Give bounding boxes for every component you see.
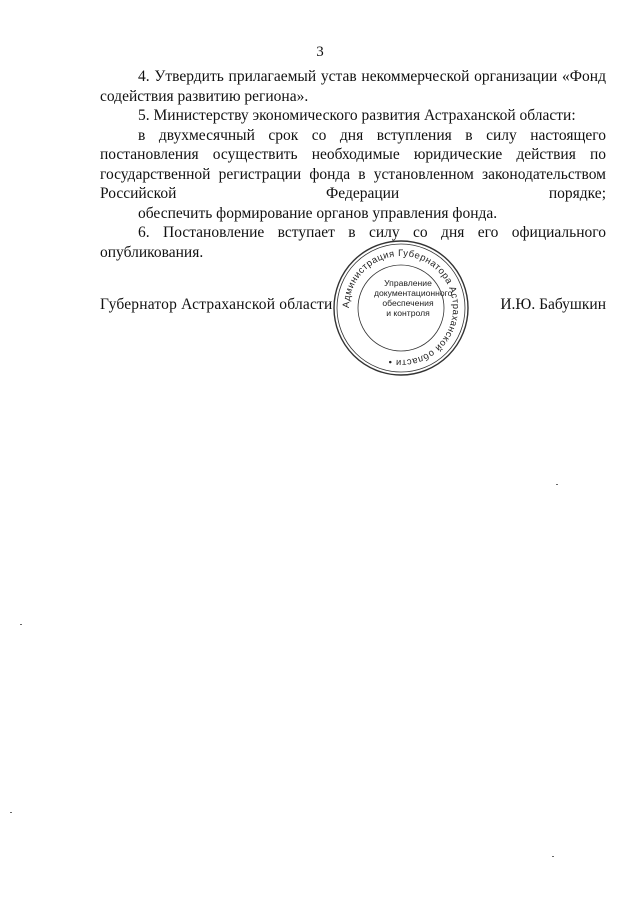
paragraph-5-item-registration: в двухмесячный срок со дня вступления в силу настоящего постановления осуществить необходимые юридические действия по государственной регистрации фонда в установленном законодательством Российской Федерации порядке; [100, 126, 606, 202]
seal-center-line: и контроля [386, 308, 430, 318]
seal-center-text [374, 278, 453, 318]
svg-text:Администрация Губернатора Астр: Администрация Губернатора Астраханской области • [339, 246, 463, 370]
paragraph-6: 6. Постановление вступает в силу со дня его официального опубликования. [100, 224, 606, 261]
signatory-title: Губернатор Астраханской области [100, 296, 333, 313]
seal-center-line: Управление [384, 278, 432, 288]
seal-center-line: документационного [374, 288, 453, 298]
seal-center-line: обеспечения [382, 298, 434, 308]
paragraph-5: 5. Министерству экономического развития Астраханской области: [138, 107, 576, 124]
paragraph-5-item-formation: обеспечить формирование органов управления фонда. [138, 204, 498, 222]
signatory-name: И.Ю. Бабушкин [500, 296, 606, 313]
scan-speck [20, 624, 22, 625]
document-body [100, 67, 606, 262]
scan-speck [10, 812, 12, 813]
page-number: 3 [316, 44, 324, 60]
scan-speck [556, 484, 558, 485]
scan-speck [552, 856, 554, 857]
paragraph-4: 4. Утвердить прилагаемый устав некоммерческой организации «Фонд содействия развитию региона». [100, 68, 606, 105]
